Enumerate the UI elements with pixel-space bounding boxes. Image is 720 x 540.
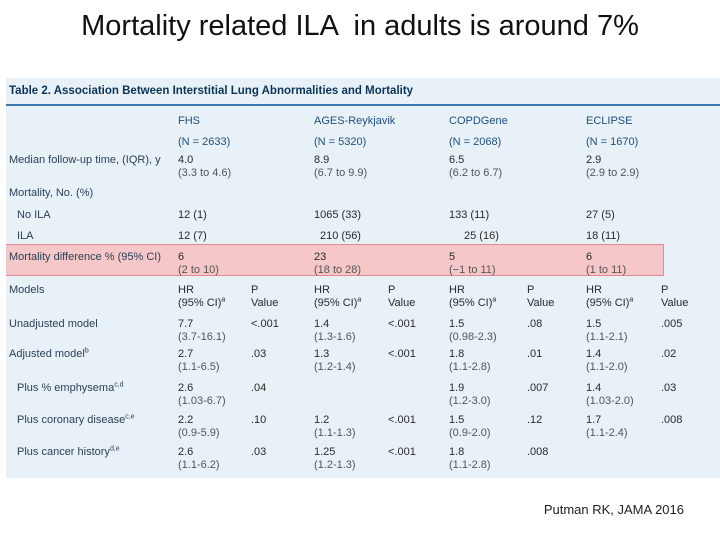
p-header-text: P [527,284,535,296]
hr-header-text: HR [178,284,194,296]
p-value-header [527,297,554,310]
table-caption: Table 2. Association Between Interstitial Lung Abnormalities and Mortality [9,85,414,97]
hr-ci-header-footnote: a [629,296,634,304]
followup-iqr-text: (6.7 to 9.9) [314,167,368,179]
hazard-ratio-ci-text: (1.3-1.6) [314,331,356,343]
ila-value [320,230,361,243]
mortality-difference-value [314,251,326,264]
p-value-header [661,297,688,310]
no-ila-value [314,209,361,222]
p-value-text: <.001 [251,318,279,330]
hazard-ratio-text: 1.3 [314,348,330,360]
p-value-text: .02 [661,348,677,360]
cohort-name [586,115,632,128]
p-header [388,284,395,297]
hazard-ratio-ci-text: (1.1-2.4) [586,427,628,439]
p-value-text: .03 [661,382,677,394]
p-value [251,348,266,361]
p-value-text: <.001 [388,446,416,458]
p-value-text: .04 [251,382,267,394]
cohort-name [449,115,508,128]
followup-value [178,154,193,167]
p-value-text: .08 [527,318,543,330]
followup-value [314,154,329,167]
row-label-mortality [9,187,93,200]
hazard-ratio-ci [586,331,628,344]
hr-ci-header [314,297,361,310]
p-value-header-text: Value [251,297,279,309]
hazard-ratio-ci-text: (1.1-2.0) [586,361,628,373]
cohort-name-text: FHS [178,115,200,127]
hazard-ratio [178,348,193,361]
row-label-model-footnote: b [84,347,89,355]
ila-value-text: 210 (56) [320,230,361,242]
row-label-model [17,414,135,427]
p-value [251,446,266,459]
hr-header-text: HR [314,284,330,296]
hr-header [449,284,465,297]
hazard-ratio-ci-text: (1.1-6.2) [178,459,220,471]
cohort-name-text: AGES-Reykjavik [314,115,396,127]
hazard-ratio-ci-text: (1.1-2.1) [586,331,628,343]
followup-value-text: 8.9 [314,154,330,166]
p-value [527,382,548,395]
hazard-ratio-ci [449,395,491,408]
cohort-name-text: ECLIPSE [586,115,633,127]
hr-ci-header-footnote: a [221,296,226,304]
hazard-ratio-text: 2.6 [178,382,194,394]
p-value [527,446,548,459]
mortality-difference-ci [586,264,626,277]
row-label-model-text: Plus cancer history [17,446,110,458]
hazard-ratio [178,382,193,395]
hazard-ratio-text: 1.8 [449,348,465,360]
p-value [251,382,266,395]
p-header [527,284,534,297]
p-value [388,318,416,331]
row-label-model-text: Unadjusted model [9,318,98,330]
cohort-n [314,136,366,149]
hazard-ratio-ci [586,427,628,440]
cohort-n-text: (N = 2068) [449,136,502,148]
hazard-ratio-ci [178,331,226,344]
followup-value-text: 6.5 [449,154,465,166]
hazard-ratio-ci-text: (0.9-5.9) [178,427,220,439]
p-value [661,348,676,361]
cohort-name [178,115,200,128]
hazard-ratio-ci-text: (3.7-16.1) [178,331,226,343]
mortality-difference-ci [314,264,361,277]
hazard-ratio-ci [449,427,491,440]
slide-title: Mortality related ILA in adults is around 7% [81,10,639,42]
mortality-difference-value [586,251,592,264]
hazard-ratio-ci [178,427,220,440]
hazard-ratio [178,318,193,331]
mortality-difference-value-text: 23 [314,251,327,263]
hazard-ratio-ci-text: (0.9-2.0) [449,427,491,439]
hazard-ratio [586,318,601,331]
followup-iqr-text: (6.2 to 6.7) [449,167,503,179]
hr-ci-header-text: (95% CI) [178,297,222,309]
p-value-text: .03 [251,348,267,360]
hazard-ratio-text: 1.4 [586,348,602,360]
row-label-model [9,318,98,331]
hr-ci-header-footnote: a [357,296,362,304]
hazard-ratio-ci [314,427,356,440]
hazard-ratio [586,348,601,361]
p-value-text: .01 [527,348,543,360]
p-value [527,318,542,331]
p-value [251,414,266,427]
ila-value [586,230,620,243]
hazard-ratio-ci-text: (1.1-6.5) [178,361,220,373]
cohort-n [178,136,230,149]
row-label-models-text: Models [9,284,45,296]
p-header-text: P [388,284,396,296]
hazard-ratio-ci-text: (1.2-3.0) [449,395,491,407]
hr-ci-header-footnote: a [492,296,497,304]
hazard-ratio-text: 1.4 [586,382,602,394]
p-value-text: .008 [661,414,683,426]
hazard-ratio [586,414,601,427]
p-value-text: .008 [527,446,549,458]
hazard-ratio-text: 1.5 [586,318,602,330]
row-label-model-text: Plus coronary disease [17,414,126,426]
no-ila-value-text: 133 (11) [449,209,490,221]
cohort-name-text: COPDGene [449,115,508,127]
hazard-ratio-text: 2.7 [178,348,194,360]
caption-rule [6,104,720,106]
p-value [251,318,279,331]
cohort-n-text: (N = 2633) [178,136,231,148]
hazard-ratio [449,446,464,459]
hazard-ratio-ci [586,395,634,408]
p-value-header [251,297,278,310]
hazard-ratio-ci [314,331,356,344]
hazard-ratio-text: 1.25 [314,446,336,458]
p-header-text: P [251,284,259,296]
hazard-ratio-ci-text: (1.2-1.4) [314,361,356,373]
mortality-difference-value [178,251,184,264]
hazard-ratio-ci-text: (0.98-2.3) [449,331,497,343]
mortality-difference-ci [449,264,496,277]
mortality-difference-ci [178,264,219,277]
hr-ci-header [449,297,496,310]
no-ila-value [449,209,489,222]
hazard-ratio-ci-text: (1.2-1.3) [314,459,356,471]
row-label-model [17,382,124,395]
row-label-followup-text: Median follow-up time, (IQR), y [9,154,161,166]
row-label-model-text: Plus % emphysema [17,382,115,394]
ila-value [464,230,499,243]
row-label-mortality-difference-text: Mortality difference % (95% CI) [9,251,162,263]
hazard-ratio-ci [449,331,497,344]
hr-header-text: HR [449,284,465,296]
cohort-n-text: (N = 1670) [586,136,639,148]
hr-ci-header-text: (95% CI) [586,297,630,309]
hazard-ratio [449,382,464,395]
ila-value-text: 12 (7) [178,230,207,242]
followup-iqr-text: (2.9 to 2.9) [586,167,640,179]
p-value-text: .10 [251,414,267,426]
mortality-difference-value-text: 5 [449,251,456,263]
no-ila-value [586,209,615,222]
hr-ci-header [586,297,633,310]
cohort-name [314,115,395,128]
hazard-ratio-ci-text: (1.03-2.0) [586,395,634,407]
followup-iqr [178,167,231,180]
p-value-text: <.001 [388,318,416,330]
row-label-models [9,284,44,297]
row-label-model-footnote: c,e [125,413,135,421]
hazard-ratio-ci-text: (1.1-2.8) [449,459,491,471]
hr-ci-header-text: (95% CI) [314,297,358,309]
cohort-n [586,136,638,149]
row-label-mortality-difference [9,251,161,264]
hazard-ratio [586,382,601,395]
p-value-header-text: Value [661,297,689,309]
hazard-ratio [314,318,329,331]
hazard-ratio-text: 1.2 [314,414,330,426]
p-value-text: <.001 [388,348,416,360]
p-value-text: <.001 [388,414,416,426]
followup-value-text: 2.9 [586,154,602,166]
hr-ci-header [178,297,225,310]
mortality-difference-value-text: 6 [586,251,593,263]
row-label-ila-text: ILA [17,230,34,242]
hr-header [178,284,194,297]
followup-iqr [449,167,502,180]
cohort-n [449,136,501,149]
hazard-ratio-text: 1.5 [449,414,465,426]
hazard-ratio-ci [449,361,491,374]
mortality-difference-value-text: 6 [178,251,185,263]
table-image [6,78,720,478]
ila-value-text: 25 (16) [464,230,499,242]
p-header [251,284,258,297]
hazard-ratio-text: 1.5 [449,318,465,330]
row-label-model-footnote: d,e [109,445,120,453]
followup-value-text: 4.0 [178,154,194,166]
cohort-n-text: (N = 5320) [314,136,367,148]
p-value-header-text: Value [388,297,416,309]
p-value [527,348,542,361]
hazard-ratio [314,414,329,427]
row-label-no-ila [17,209,51,222]
hazard-ratio-text: 7.7 [178,318,194,330]
p-value-header-text: Value [527,297,555,309]
mortality-difference-value [449,251,455,264]
row-label-followup [9,154,161,167]
hazard-ratio [178,446,193,459]
hazard-ratio-ci [586,361,628,374]
row-label-mortality-text: Mortality, No. (%) [9,187,94,199]
mortality-difference-ci-text: (−1 to 11) [449,264,496,276]
ila-value [178,230,207,243]
no-ila-value-text: 1065 (33) [314,209,362,221]
hazard-ratio-text: 1.4 [314,318,330,330]
p-header-text: P [661,284,669,296]
mortality-difference-ci-text: (18 to 28) [314,264,362,276]
row-label-no-ila-text: No ILA [17,209,51,221]
mortality-difference-ci-text: (2 to 10) [178,264,219,276]
hazard-ratio [314,348,329,361]
hazard-ratio-ci [178,459,220,472]
row-label-model-text: Adjusted model [9,348,85,360]
hazard-ratio-text: 2.2 [178,414,194,426]
hazard-ratio-text: 1.8 [449,446,465,458]
p-value-text: .005 [661,318,683,330]
p-value-text: .12 [527,414,543,426]
hazard-ratio-text: 2.6 [178,446,194,458]
hazard-ratio-ci [178,395,226,408]
hr-header-text: HR [586,284,602,296]
hazard-ratio [449,414,464,427]
followup-value [449,154,464,167]
hazard-ratio [449,348,464,361]
followup-value [586,154,601,167]
hazard-ratio-ci-text: (1.1-1.3) [314,427,356,439]
p-value [388,414,416,427]
p-value [527,414,542,427]
no-ila-value-text: 27 (5) [586,209,615,221]
p-value-header [388,297,415,310]
p-value-text: .007 [527,382,549,394]
row-label-ila [17,230,34,243]
p-value [388,348,416,361]
no-ila-value [178,209,207,222]
row-label-model [17,446,120,459]
followup-iqr-text: (3.3 to 4.6) [178,167,232,179]
hazard-ratio-text: 1.7 [586,414,602,426]
p-value [661,414,682,427]
hazard-ratio [178,414,193,427]
hazard-ratio-ci-text: (1.03-6.7) [178,395,226,407]
p-value [388,446,416,459]
mortality-difference-ci-text: (1 to 11) [586,264,627,276]
p-value [661,382,676,395]
hr-header [314,284,330,297]
followup-iqr [586,167,639,180]
hazard-ratio-text: 1.9 [449,382,465,394]
p-value [661,318,682,331]
row-label-model-footnote: c,d [114,381,124,389]
hazard-ratio-ci [314,361,356,374]
citation: Putman RK, JAMA 2016 [543,502,684,517]
p-header [661,284,668,297]
row-label-model [9,348,89,361]
hazard-ratio [314,446,335,459]
p-value-text: .03 [251,446,267,458]
no-ila-value-text: 12 (1) [178,209,207,221]
hazard-ratio-ci [314,459,356,472]
hazard-ratio [449,318,464,331]
hazard-ratio-ci [449,459,491,472]
ila-value-text: 18 (11) [586,230,621,242]
hr-header [586,284,602,297]
hr-ci-header-text: (95% CI) [449,297,493,309]
followup-iqr [314,167,367,180]
hazard-ratio-ci [178,361,220,374]
hazard-ratio-ci-text: (1.1-2.8) [449,361,491,373]
